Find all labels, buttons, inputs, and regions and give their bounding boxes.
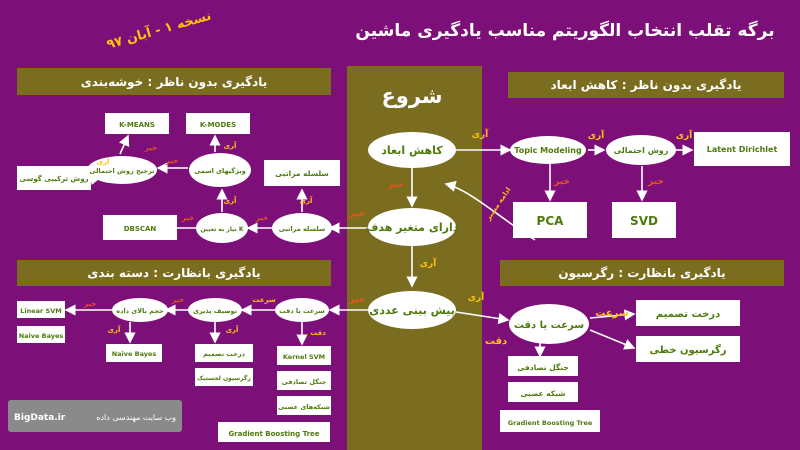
footer-brand[interactable]: BigData.ir	[14, 413, 66, 423]
node-pca-label: PCA	[536, 214, 564, 228]
edge-label-yes: آری	[225, 326, 239, 334]
edge-label-no: خیر	[171, 296, 185, 304]
node-kernel-svm-label: Kernel SVM	[282, 353, 326, 361]
node-naive-bayes-1-label: Naive Bayes	[18, 332, 64, 340]
node-explainable-label: توصیف پذیری	[192, 307, 238, 315]
node-dimred-label: کاهش ابعاد	[381, 144, 443, 157]
node-gbt-cls-label: Gradient Boosting Tree	[228, 430, 320, 438]
node-target-label: دارای متغیر هدف	[365, 221, 459, 234]
node-hierarchical-label: سلسله مراتبی	[278, 225, 326, 233]
edge-label-yes: آری	[223, 142, 237, 150]
edge-label-speed-reg: سرعت	[595, 308, 629, 319]
edge-label-no: خیر	[554, 177, 570, 187]
edge-label-accuracy-reg: دقت	[484, 336, 508, 347]
node-dbscan-label: DBSCAN	[123, 225, 157, 233]
edge-label-no: خیر	[165, 157, 179, 165]
version-label: نسخه ۱ - آبان ۹۷	[105, 8, 214, 53]
edge-label-yes: آری	[471, 130, 489, 140]
edge-label-no: خیر	[349, 209, 365, 219]
center-column	[347, 66, 482, 450]
node-speed-accuracy-cls-label: سرعت یا دقت	[279, 307, 325, 315]
node-random-forest-reg-label: جنگل تصادفی	[517, 363, 569, 372]
node-linear-svm-label: Linear SVM	[20, 307, 62, 315]
edge-label-yes: آری	[96, 158, 110, 166]
node-categorical-label: ویژگیهای اسمی	[194, 167, 246, 175]
edge-label-no: خیر	[648, 177, 664, 187]
node-linear-regression-label: رگرسیون خطی	[649, 345, 727, 356]
page-title: برگه تقلب انتخاب الگوریتم مناسب یادگیری ماشین	[355, 21, 775, 41]
node-neural-net-reg-label: شبکه عصبی	[520, 389, 566, 398]
node-random-forest-cls-label: جنگل تصادفی	[281, 378, 327, 386]
node-kmeans-label: K-MEANS	[119, 121, 155, 129]
node-naive-bayes-2-label: Naive Bayes	[111, 350, 157, 358]
section-classification-label: یادگیری بانظارت : دسته بندی	[87, 266, 261, 280]
footer-site: وب سایت مهندسی داده	[96, 413, 176, 422]
node-prefer-prob-label: ترجیح روش احتمالی	[89, 167, 155, 175]
node-topic-modeling-label: Topic Modeling	[514, 146, 582, 155]
edge-label-yes: آری	[587, 131, 605, 141]
edge-label-continue: ادامه مسیر	[484, 185, 513, 222]
node-kmodes-label: K-MODES	[199, 121, 237, 129]
node-neural-net-cls-label: شبکه‌های عصبی	[277, 403, 331, 411]
node-latent-dirichlet-label: Latent Dirichlet	[706, 145, 778, 154]
edge-label-yes: آری	[107, 326, 121, 334]
node-logistic-regression-label: رگرسیون لجستیک	[197, 375, 251, 382]
edge-label-no: خیر	[83, 300, 97, 308]
node-probabilistic-label: روش احتمالی	[613, 146, 669, 155]
node-predict-num-label: پیش بینی عددی	[369, 304, 455, 317]
section-regression-label: یادگیری بانظارت : رگرسیون	[558, 266, 726, 280]
edge-label-yes: آری	[223, 197, 237, 205]
edge-label-yes: آری	[467, 293, 485, 303]
edge-label-yes: آری	[299, 197, 313, 205]
node-need-k-label: نیاز به تعیین K	[200, 226, 244, 233]
node-decision-tree-reg-label: درخت تصمیم	[655, 309, 721, 320]
section-dim-reduction-label: یادگیری بدون ناظر : کاهش ابعاد	[550, 78, 742, 92]
edge-label-no: خیر	[181, 214, 195, 222]
node-high-dim-label: حجم بالای داده	[116, 307, 164, 315]
node-hierarchical-top-label: سلسله مراتبی	[275, 169, 329, 178]
edge-label-no: خیر	[349, 295, 365, 305]
edge-label-speed: سرعت	[252, 296, 276, 304]
node-decision-tree-cls-label: درخت تصمیم	[203, 350, 245, 358]
edge-label-no: خیر	[255, 214, 269, 222]
node-svd-label: SVD	[630, 214, 658, 228]
start-label: شروع	[381, 84, 443, 108]
edge-label-accuracy: دقت	[310, 329, 326, 337]
edge-label-no: خیر	[388, 180, 404, 190]
edge-label-yes: آری	[675, 131, 693, 141]
edge-label-no: خیر	[144, 144, 158, 152]
node-gbt-reg-label: Gradient Boosting Tree	[507, 419, 593, 427]
node-gmm-label: روش ترکیبی گوسی	[19, 175, 89, 183]
edge-label-yes: آری	[419, 259, 437, 269]
node-speed-accuracy-reg-label: سرعت یا دقت	[513, 320, 585, 331]
section-clustering-label: یادگیری بدون ناظر : خوشه‌بندی	[80, 75, 268, 89]
